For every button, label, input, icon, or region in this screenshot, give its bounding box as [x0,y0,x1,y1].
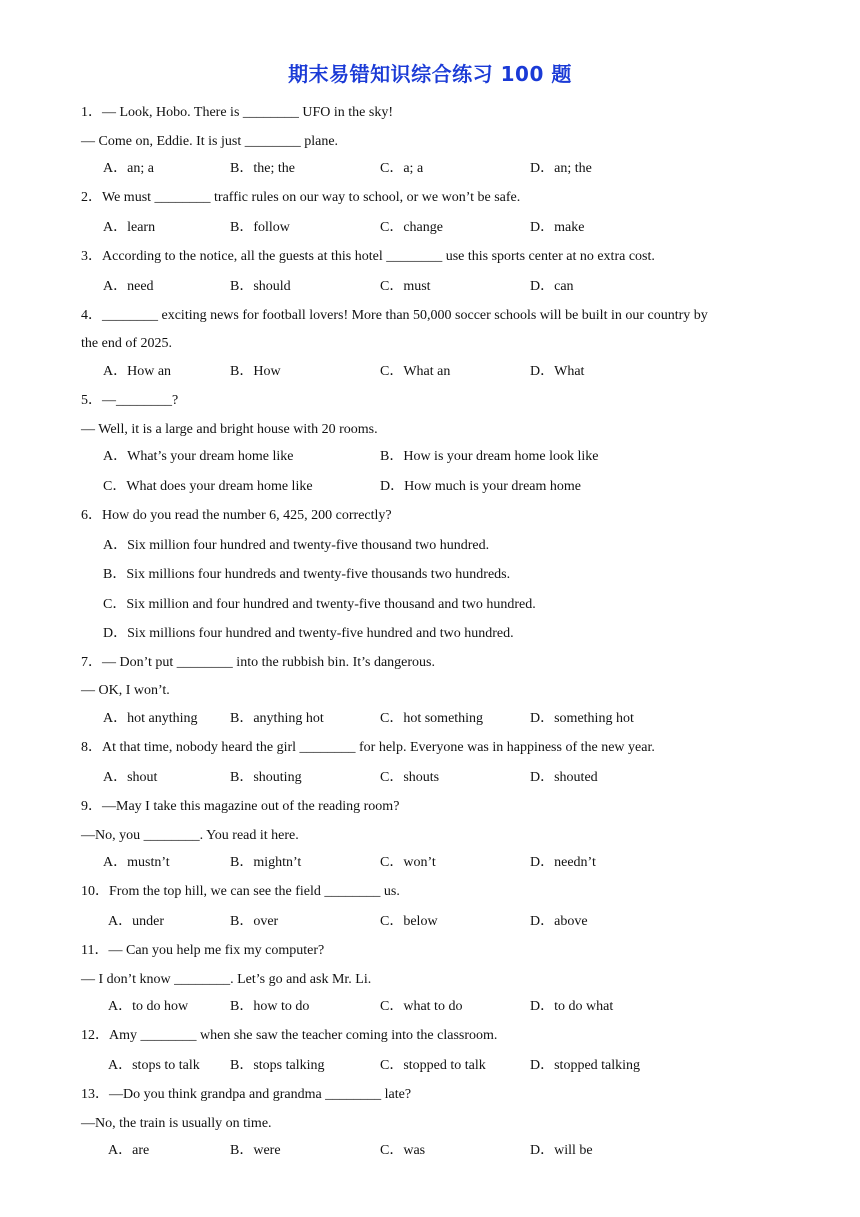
question-6-option-a: A．Six million four hundred and twenty-five thousand two hundred. [103,538,490,553]
option-c: C．What does your dream home like [103,479,313,494]
option-c: C．must [380,279,431,294]
option-d: D．needn’t [530,855,596,870]
question-9-line-2: —No, you ________. You read it here. [81,828,299,843]
option-c: C．stopped to talk [380,1058,486,1073]
option-b: B．shouting [230,770,302,785]
option-d: D．can [530,279,574,294]
option-d: D．to do what [530,999,614,1014]
option-c: C．below [380,914,438,929]
option-b: B．over [230,914,279,929]
option-d: D．What [530,364,585,379]
option-a: A．What’s your dream home like [103,449,294,464]
option-b: B．were [230,1143,281,1158]
option-a: A．mustn’t [103,855,170,870]
question-6-line-1: 6．How do you read the number 6, 425, 200 correctly? [81,508,392,523]
option-a: A．How an [103,364,172,379]
question-13-line-2: —No, the train is usually on time. [81,1116,272,1131]
question-10-line-1: 10．From the top hill, we can see the field ________ us. [81,884,400,899]
question-6-option-d: D．Six millions four hundred and twenty-five hundred and two hundred. [103,626,514,641]
question-12-line-1: 12．Amy ________ when she saw the teacher coming into the classroom. [81,1028,498,1043]
option-d: D．How much is your dream home [380,479,582,494]
option-d: D．above [530,914,588,929]
option-c: C．shouts [380,770,440,785]
question-3-line-1: 3．According to the notice, all the guests at this hotel ________ use this sports center at no extra cost. [81,249,655,264]
option-a: A．shout [103,770,158,785]
option-b: B．follow [230,220,290,235]
option-d: D．something hot [530,711,634,726]
question-6-option-b: B．Six millions four hundreds and twenty-five thousands two hundreds. [103,567,511,582]
option-b: B．anything hot [230,711,324,726]
question-2-line-1: 2．We must ________ traffic rules on our way to school, or we won’t be safe. [81,190,521,205]
question-11-line-2: — I don’t know ________. Let’s go and ask Mr. Li. [81,972,372,987]
question-1-line-2: — Come on, Eddie. It is just ________ plane. [81,134,339,149]
option-a: A．stops to talk [108,1058,200,1073]
option-b: B．how to do [230,999,310,1014]
option-a: A．hot anything [103,711,198,726]
option-d: D．make [530,220,585,235]
option-a: A．an; a [103,161,154,176]
question-7-line-2: — OK, I won’t. [81,683,170,698]
question-4-line-1: 4．________ exciting news for football lovers! More than 50,000 soccer schools will be built in our country by [81,308,708,323]
question-7-line-1: 7．— Don’t put ________ into the rubbish bin. It’s dangerous. [81,655,435,670]
question-1-line-1: 1．— Look, Hobo. There is ________ UFO in the sky! [81,105,393,120]
option-b: B．mightn’t [230,855,302,870]
question-9-line-1: 9．—May I take this magazine out of the reading room? [81,799,400,814]
option-c: C．what to do [380,999,463,1014]
question-13-line-1: 13．—Do you think grandpa and grandma ________ late? [81,1087,412,1102]
option-b: B．How is your dream home look like [380,449,599,464]
question-8-line-1: 8．At that time, nobody heard the girl ________ for help. Everyone was in happiness of the new year. [81,740,655,755]
option-d: D．shouted [530,770,598,785]
page-title: 期末易错知识综合练习 100 题 [288,62,572,86]
option-a: A．are [108,1143,150,1158]
option-b: B．stops talking [230,1058,325,1073]
option-b: B．should [230,279,291,294]
option-d: D．will be [530,1143,593,1158]
question-4-line-2: the end of 2025. [81,336,172,351]
option-d: D．an; the [530,161,592,176]
option-b: B．How [230,364,281,379]
question-6-option-c: C．Six million and four hundred and twenty-five thousand and two hundred. [103,597,536,612]
option-b: B．the; the [230,161,295,176]
option-a: A．to do how [108,999,189,1014]
option-a: A．under [108,914,164,929]
option-d: D．stopped talking [530,1058,641,1073]
option-c: C．change [380,220,443,235]
question-11-line-1: 11．— Can you help me fix my computer? [81,943,325,958]
option-c: C．was [380,1143,426,1158]
option-c: C．What an [380,364,451,379]
option-c: C．a; a [380,161,424,176]
question-5-line-2: — Well, it is a large and bright house with 20 rooms. [81,422,378,437]
option-c: C．hot something [380,711,484,726]
option-a: A．learn [103,220,156,235]
option-a: A．need [103,279,154,294]
question-5-line-1: 5．—________? [81,393,179,408]
option-c: C．won’t [380,855,436,870]
